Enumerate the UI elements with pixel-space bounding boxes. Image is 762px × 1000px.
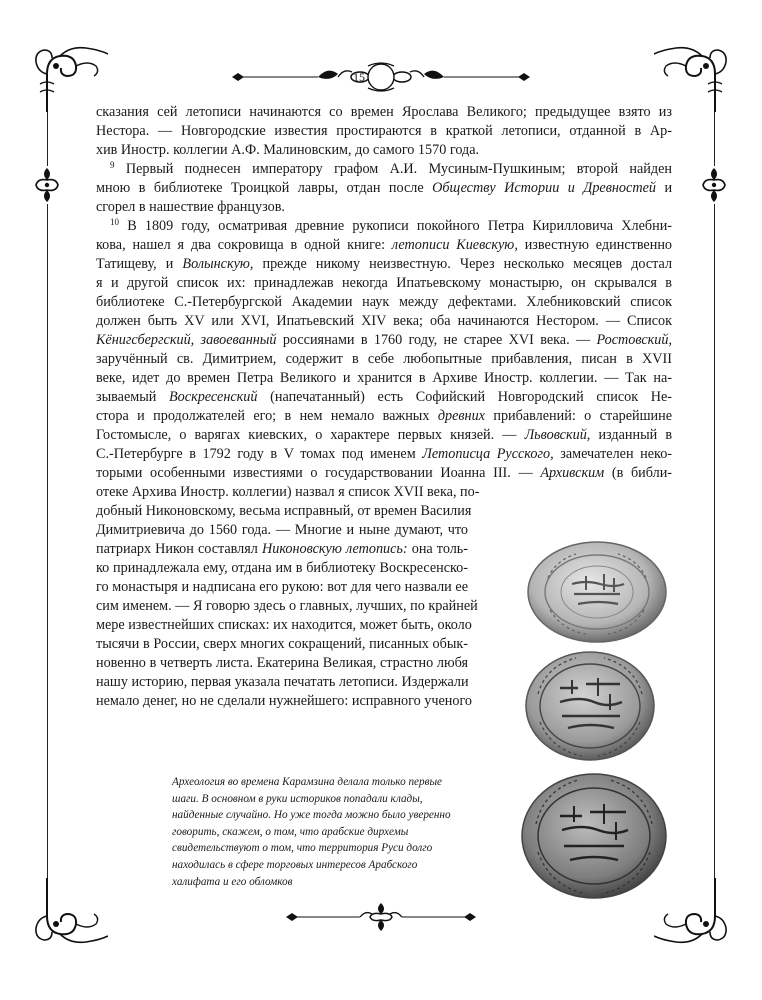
text-line: тысячи в России, сверх многих сокращений, писанных обык- — [96, 636, 468, 652]
caption-line: Археология во времена Карамзина делала только первые — [172, 776, 443, 788]
corner-flourish-icon — [30, 878, 108, 946]
text-line: добный Никоновскому, весьма исправный, от времен Василия — [96, 503, 472, 519]
text-line: сим именем. — Я говорю здесь о главных, лучших, по крайней — [96, 598, 478, 614]
footnote-mark: 9 — [110, 160, 115, 170]
text-line: Нестора. — Новгородские известия простираются в краткой летописи, отданной в Ар- — [96, 123, 672, 139]
text-line: С.-Петербурге в 1792 году в V томах под именем Летописца Русского, замечателен неко- — [96, 446, 673, 462]
text-line: патриарх Никон составлял Никоновскую летопись: она толь- — [96, 541, 468, 557]
text-line: сказания сей летописи начинаются со времен Ярослава Великого; предыдущее взято из — [96, 104, 672, 120]
text-line: библиотеке С.-Петербургской Академии наук между дефектами. Хлебниковский список — [96, 294, 672, 310]
image-caption — [172, 774, 512, 890]
fleur-ornament-icon — [34, 166, 60, 204]
footer-ornament-icon — [284, 900, 478, 934]
text-line: Димитриевича до 1560 года. — Многие и ныне думают, что — [96, 522, 468, 538]
footnote-mark: 10 — [110, 217, 119, 227]
text-line: новенно в четверть листа. Екатерина Великая, страстно любя — [96, 655, 468, 671]
header-ornament-icon — [226, 60, 536, 94]
caption-line: найденные случайно. Но уже тогда можно было уверенно — [172, 809, 451, 822]
corner-flourish-icon — [654, 44, 732, 112]
text-line: Татищеву, и Волынскую, прежде никому неизвестную. Через несколько месяцев достал — [96, 256, 673, 272]
text-line: должен быть XV или XVI, Ипатьевский XIV века; оба начинаются Нестором. — Список — [96, 313, 672, 329]
silver-dirham-coin-icon — [520, 772, 668, 900]
text-line: заручённый св. Димитрием, содержит в себе любопытные прибавления, писан в XVII — [96, 351, 672, 367]
text-line: Гостомысле, о варягах киевских, о характере первых князей. — Львовский, изданный в — [96, 427, 673, 443]
footnote-9: $^9$ Первый поднесен императору графом А.И. Мусиным-Пушкиным; второй найден — [110, 160, 672, 177]
text-line: немало денег, но не сделали нужнейшего: исправного ученого — [96, 693, 473, 709]
text-line: зываемый Воскресенский (напечатанный) есть Софийский Новгородский список Не- — [96, 389, 673, 405]
text-line: стора и продолжателей его; в нем немало важных древних прибавлений: о старейшине — [96, 408, 673, 424]
text-line: сгорел в нашествие французов. — [96, 199, 285, 215]
text-line: Кёнигсбергский, завоеванный россиянами в 1760 году, не старее XVI века. — Ростовский, — [96, 332, 673, 348]
caption-line: халифата и его обломков — [172, 875, 293, 888]
footnote-10: $^{10}$ В 1809 году, осматривая древние рукописи покойного Петра Кирилловича Хлебни- — [110, 217, 673, 234]
frame-line-right — [714, 112, 715, 878]
text-line: мере известнейших списках: их находится, может быть, около — [96, 617, 472, 633]
text-line: отеке Архива Иностр. коллегии) назвал я список XVII века, по- — [96, 484, 480, 500]
caption-line: свидетельствуют о том, что территория Руси долго — [172, 842, 433, 855]
text-line: я и другой список их: принадлежав некогда Ипатьевскому монастырю, он скрывался в — [96, 275, 672, 291]
text-line: го монастыря и надписана его рукою: вот для чего назвали ее — [96, 579, 468, 595]
text-line: хив Иностр. коллегии А.Ф. Малиновским, до самого 1570 года. — [96, 142, 480, 158]
frame-line-left — [47, 112, 48, 878]
caption-line: говорить, скажем, о том, что арабские дирхемы — [172, 825, 409, 838]
fleur-ornament-icon — [701, 166, 727, 204]
page-number: 15 — [353, 70, 365, 84]
caption-line: шаги. В основном в руки историков попадали клады, — [172, 792, 423, 805]
caption-line: находилась в сфере торговых интересов Арабского — [172, 858, 418, 871]
text-line: мною в библиотеке Троицкой лавры, отдан после Обществу Истории и Древностей и — [96, 180, 673, 196]
silver-dirham-coin-icon — [524, 650, 656, 762]
text-line: ко принадлежала ему, отдана им в библиотеку Воскресенско- — [96, 560, 468, 576]
corner-flourish-icon — [30, 44, 108, 112]
text-line: нашу историю, первая указала печатать летописи. Издержали — [96, 674, 469, 690]
text-line: кова, нашел я два сокровища в одной книге: летописи Киевскую, известную единственно — [96, 237, 673, 253]
text-line: веке, идет до времен Петра Великого и хранится в Архиве Иностр. коллегии. — Так на- — [96, 370, 672, 386]
text-line: торыми особенными известиями о государствовании Иоанна III. — Архивским (в библи- — [96, 465, 673, 481]
silver-dirham-coin-icon — [526, 540, 668, 644]
